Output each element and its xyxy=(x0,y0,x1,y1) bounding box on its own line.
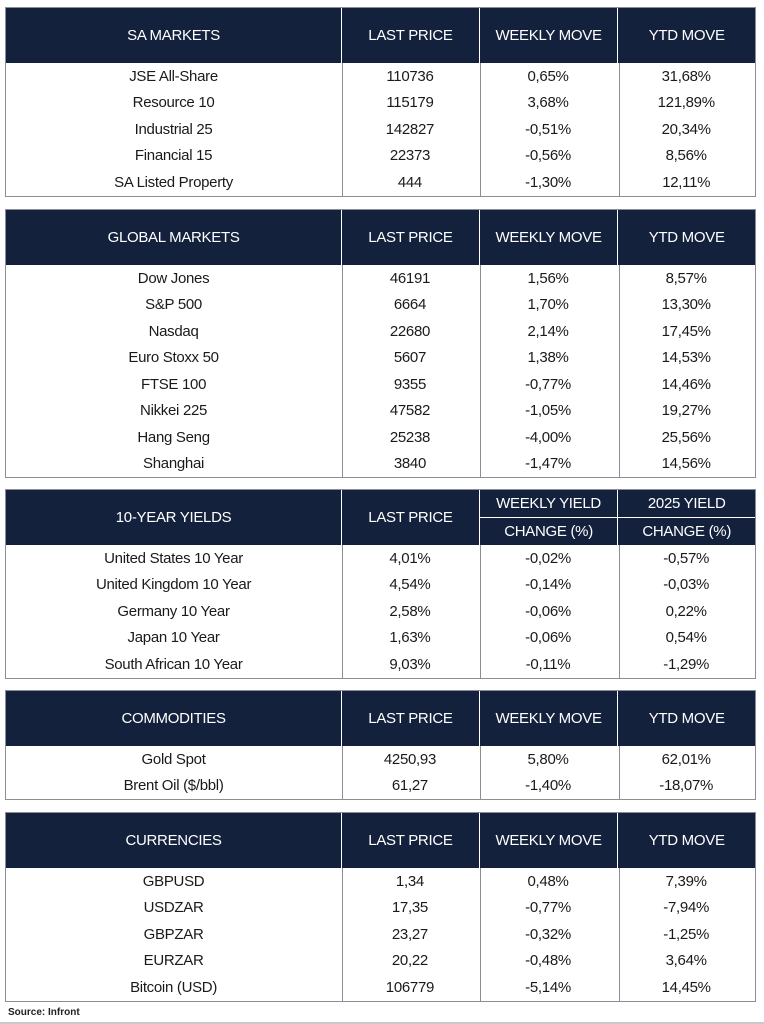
column-divider xyxy=(619,868,620,1001)
cell-ytd-move: 0,22% xyxy=(665,602,707,620)
cell-last-price: 61,27 xyxy=(391,777,428,795)
cell-last-price: 20,22 xyxy=(391,952,428,970)
table-row xyxy=(6,746,755,773)
table-row xyxy=(6,625,755,652)
header-line: 2025 YIELD xyxy=(647,494,726,512)
column-divider xyxy=(619,545,620,678)
column-divider xyxy=(342,746,343,799)
sa-markets-table xyxy=(5,7,756,197)
column-divider xyxy=(480,265,481,477)
cell-last-price: 1,34 xyxy=(395,872,424,890)
cell-ytd-move: -0,57% xyxy=(663,549,710,567)
currencies-rows xyxy=(6,868,755,1001)
cell-ytd-move: 19,27% xyxy=(661,402,711,420)
header-ytd-move: YTD MOVE xyxy=(617,210,755,265)
commodities-rows xyxy=(6,746,755,799)
cell-last-price: 22680 xyxy=(389,322,431,340)
cell-weekly-move: -0,77% xyxy=(525,899,571,917)
cell-ytd-move: 31,68% xyxy=(661,67,711,85)
cell-name: Nasdaq xyxy=(148,322,199,340)
header-name: COMMODITIES xyxy=(121,709,226,727)
column-divider xyxy=(342,63,343,196)
cell-last-price: 444 xyxy=(397,173,422,191)
header-name: GLOBAL MARKETS xyxy=(107,228,240,246)
header-ytd-move: YTD MOVE xyxy=(617,691,755,746)
table-row xyxy=(6,169,755,196)
cell-last-price: 47582 xyxy=(389,402,431,420)
cell-weekly-move: 1,56% xyxy=(527,269,569,287)
cell-last-price: 17,35 xyxy=(391,899,428,917)
cell-weekly-move: -0,11% xyxy=(525,655,571,673)
cell-weekly-move: -1,40% xyxy=(525,777,571,795)
column-divider xyxy=(480,545,481,678)
column-divider xyxy=(480,63,481,196)
cell-last-price: 9,03% xyxy=(389,655,431,673)
source-note: Source: Infront xyxy=(8,1007,80,1018)
cell-weekly-move: -0,14% xyxy=(525,576,571,594)
cell-weekly-move: 1,70% xyxy=(527,296,569,314)
cell-name: Germany 10 Year xyxy=(117,602,230,620)
global-markets-rows xyxy=(6,265,755,477)
cell-weekly-move: 1,38% xyxy=(527,349,569,367)
header-last-price: LAST PRICE xyxy=(341,490,479,545)
cell-last-price: 115179 xyxy=(386,94,434,112)
cell-name: Shanghai xyxy=(143,455,205,473)
cell-ytd-move: 13,30% xyxy=(661,296,711,314)
cell-weekly-move: -0,06% xyxy=(525,602,571,620)
cell-ytd-move: 0,54% xyxy=(665,629,707,647)
cell-last-price: 22373 xyxy=(389,147,431,165)
cell-ytd-move: -18,07% xyxy=(659,777,714,795)
cell-ytd-move: -1,25% xyxy=(663,925,710,943)
cell-ytd-move: 121,89% xyxy=(657,94,715,112)
cell-name: Japan 10 Year xyxy=(127,629,220,647)
cell-name: GBPUSD xyxy=(142,872,205,890)
header-weekly-move xyxy=(479,490,618,545)
cell-last-price: 1,63% xyxy=(389,629,431,647)
cell-name: FTSE 100 xyxy=(140,375,207,393)
cell-last-price: 4250,93 xyxy=(383,750,436,768)
cell-name: Dow Jones xyxy=(137,269,210,287)
header-ytd-move: YTD MOVE xyxy=(617,813,755,868)
cell-name: USDZAR xyxy=(143,899,204,917)
header-last-price: LAST PRICE xyxy=(341,813,479,868)
currencies-table xyxy=(5,812,756,1002)
commodities-table xyxy=(5,690,756,800)
commodities-header xyxy=(6,691,755,746)
cell-name: Hang Seng xyxy=(137,428,210,446)
table-row xyxy=(6,345,755,372)
column-divider xyxy=(619,265,620,477)
cell-name: S&P 500 xyxy=(145,296,202,314)
cell-ytd-move: 12,11% xyxy=(662,173,711,191)
column-divider xyxy=(619,63,620,196)
cell-weekly-move: 0,65% xyxy=(527,67,569,85)
header-name: CURRENCIES xyxy=(125,831,222,849)
cell-last-price: 142827 xyxy=(385,120,435,138)
table-row xyxy=(6,598,755,625)
cell-weekly-move: -1,05% xyxy=(525,402,571,420)
cell-ytd-move: 14,46% xyxy=(661,375,711,393)
cell-last-price: 9355 xyxy=(393,375,426,393)
header-last-price: LAST PRICE xyxy=(341,691,479,746)
cell-name: United States 10 Year xyxy=(104,549,243,567)
header-name: SA MARKETS xyxy=(127,26,220,44)
cell-ytd-move: -0,03% xyxy=(663,576,710,594)
cell-weekly-move: -0,56% xyxy=(525,147,571,165)
header-last-price: LAST PRICE xyxy=(341,8,479,63)
cell-ytd-move: 3,64% xyxy=(665,952,707,970)
table-row xyxy=(6,143,755,170)
table-row xyxy=(6,921,755,948)
currencies-header xyxy=(6,813,755,868)
cell-last-price: 5607 xyxy=(393,349,426,367)
cell-weekly-move: -0,51% xyxy=(525,120,571,138)
cell-weekly-move: 0,48% xyxy=(527,872,569,890)
cell-name: SA Listed Property xyxy=(114,173,233,191)
cell-last-price: 110736 xyxy=(386,67,434,85)
cell-name: Bitcoin (USD) xyxy=(130,978,218,996)
cell-ytd-move: -7,94% xyxy=(663,899,710,917)
cell-ytd-move: 17,45% xyxy=(661,322,711,340)
table-row xyxy=(6,545,755,572)
column-divider xyxy=(342,545,343,678)
global-markets-table xyxy=(5,209,756,478)
cell-name: Nikkei 225 xyxy=(140,402,208,420)
cell-weekly-move: -0,06% xyxy=(525,629,571,647)
table-row xyxy=(6,868,755,895)
table-row xyxy=(6,572,755,599)
header-line: CHANGE (%) xyxy=(618,517,755,545)
table-row xyxy=(6,651,755,678)
cell-weekly-move: -0,48% xyxy=(525,952,571,970)
cell-name: GBPZAR xyxy=(143,925,204,943)
cell-name: Gold Spot xyxy=(141,750,206,768)
header-line: CHANGE (%) xyxy=(480,517,618,545)
header-weekly-move: WEEKLY MOVE xyxy=(479,8,618,63)
cell-name: Industrial 25 xyxy=(134,120,213,138)
cell-name: South African 10 Year xyxy=(104,655,243,673)
table-row xyxy=(6,265,755,292)
table-row xyxy=(6,398,755,425)
cell-ytd-move: 62,01% xyxy=(661,750,711,768)
cell-ytd-move: 8,56% xyxy=(665,147,707,165)
table-row xyxy=(6,90,755,117)
ten-year-yields-table xyxy=(5,489,756,679)
table-row xyxy=(6,371,755,398)
cell-ytd-move: 7,39% xyxy=(665,872,707,890)
cell-last-price: 3840 xyxy=(393,455,426,473)
cell-name: Euro Stoxx 50 xyxy=(128,349,219,367)
cell-ytd-move: 14,45% xyxy=(661,978,711,996)
cell-last-price: 4,01% xyxy=(389,549,431,567)
cell-weekly-move: -1,47% xyxy=(525,455,571,473)
cell-ytd-move: 25,56% xyxy=(661,428,711,446)
cell-ytd-move: 8,57% xyxy=(665,269,707,287)
cell-weekly-move: 5,80% xyxy=(527,750,569,768)
cell-weekly-move: -1,30% xyxy=(525,173,571,191)
table-row xyxy=(6,318,755,345)
header-last-price: LAST PRICE xyxy=(341,210,479,265)
cell-weekly-move: -0,02% xyxy=(525,549,571,567)
table-row xyxy=(6,451,755,478)
sa-markets-rows xyxy=(6,63,755,196)
cell-ytd-move: 20,34% xyxy=(661,120,711,138)
column-divider xyxy=(342,265,343,477)
cell-weekly-move: -4,00% xyxy=(525,428,571,446)
header-name: 10-YEAR YIELDS xyxy=(115,508,232,526)
column-divider xyxy=(480,746,481,799)
cell-last-price: 23,27 xyxy=(391,925,428,943)
cell-ytd-move: 14,56% xyxy=(661,455,711,473)
table-row xyxy=(6,773,755,800)
cell-weekly-move: 2,14% xyxy=(527,322,569,340)
header-line: WEEKLY YIELD xyxy=(496,494,601,512)
header-weekly-move: WEEKLY MOVE xyxy=(479,210,618,265)
sa-markets-header xyxy=(6,8,755,63)
global-markets-header xyxy=(6,210,755,265)
cell-ytd-move: 14,53% xyxy=(661,349,711,367)
table-row xyxy=(6,424,755,451)
table-row xyxy=(6,63,755,90)
table-row xyxy=(6,974,755,1001)
header-weekly-move: WEEKLY MOVE xyxy=(479,813,618,868)
header-ytd-move xyxy=(617,490,755,545)
cell-last-price: 106779 xyxy=(385,978,435,996)
cell-last-price: 25238 xyxy=(389,428,431,446)
cell-last-price: 2,58% xyxy=(389,602,431,620)
table-row xyxy=(6,292,755,319)
header-weekly-move: WEEKLY MOVE xyxy=(479,691,618,746)
table-row xyxy=(6,895,755,922)
column-divider xyxy=(480,868,481,1001)
cell-name: United Kingdom 10 Year xyxy=(95,576,252,594)
cell-last-price: 4,54% xyxy=(389,576,431,594)
ten-year-yields-rows xyxy=(6,545,755,678)
cell-name: Resource 10 xyxy=(132,94,215,112)
ten-year-yields-header xyxy=(6,490,755,545)
cell-weekly-move: -5,14% xyxy=(525,978,571,996)
table-row xyxy=(6,116,755,143)
cell-weekly-move: -0,77% xyxy=(525,375,571,393)
cell-name: Financial 15 xyxy=(134,147,213,165)
cell-last-price: 6664 xyxy=(393,296,426,314)
header-ytd-move: YTD MOVE xyxy=(617,8,755,63)
cell-last-price: 46191 xyxy=(389,269,431,287)
cell-name: EURZAR xyxy=(143,952,204,970)
cell-ytd-move: -1,29% xyxy=(663,655,710,673)
cell-weekly-move: 3,68% xyxy=(527,94,569,112)
cell-name: Brent Oil ($/bbl) xyxy=(123,777,224,795)
table-row xyxy=(6,948,755,975)
column-divider xyxy=(619,746,620,799)
cell-weekly-move: -0,32% xyxy=(525,925,571,943)
column-divider xyxy=(342,868,343,1001)
cell-name: JSE All-Share xyxy=(129,67,218,85)
